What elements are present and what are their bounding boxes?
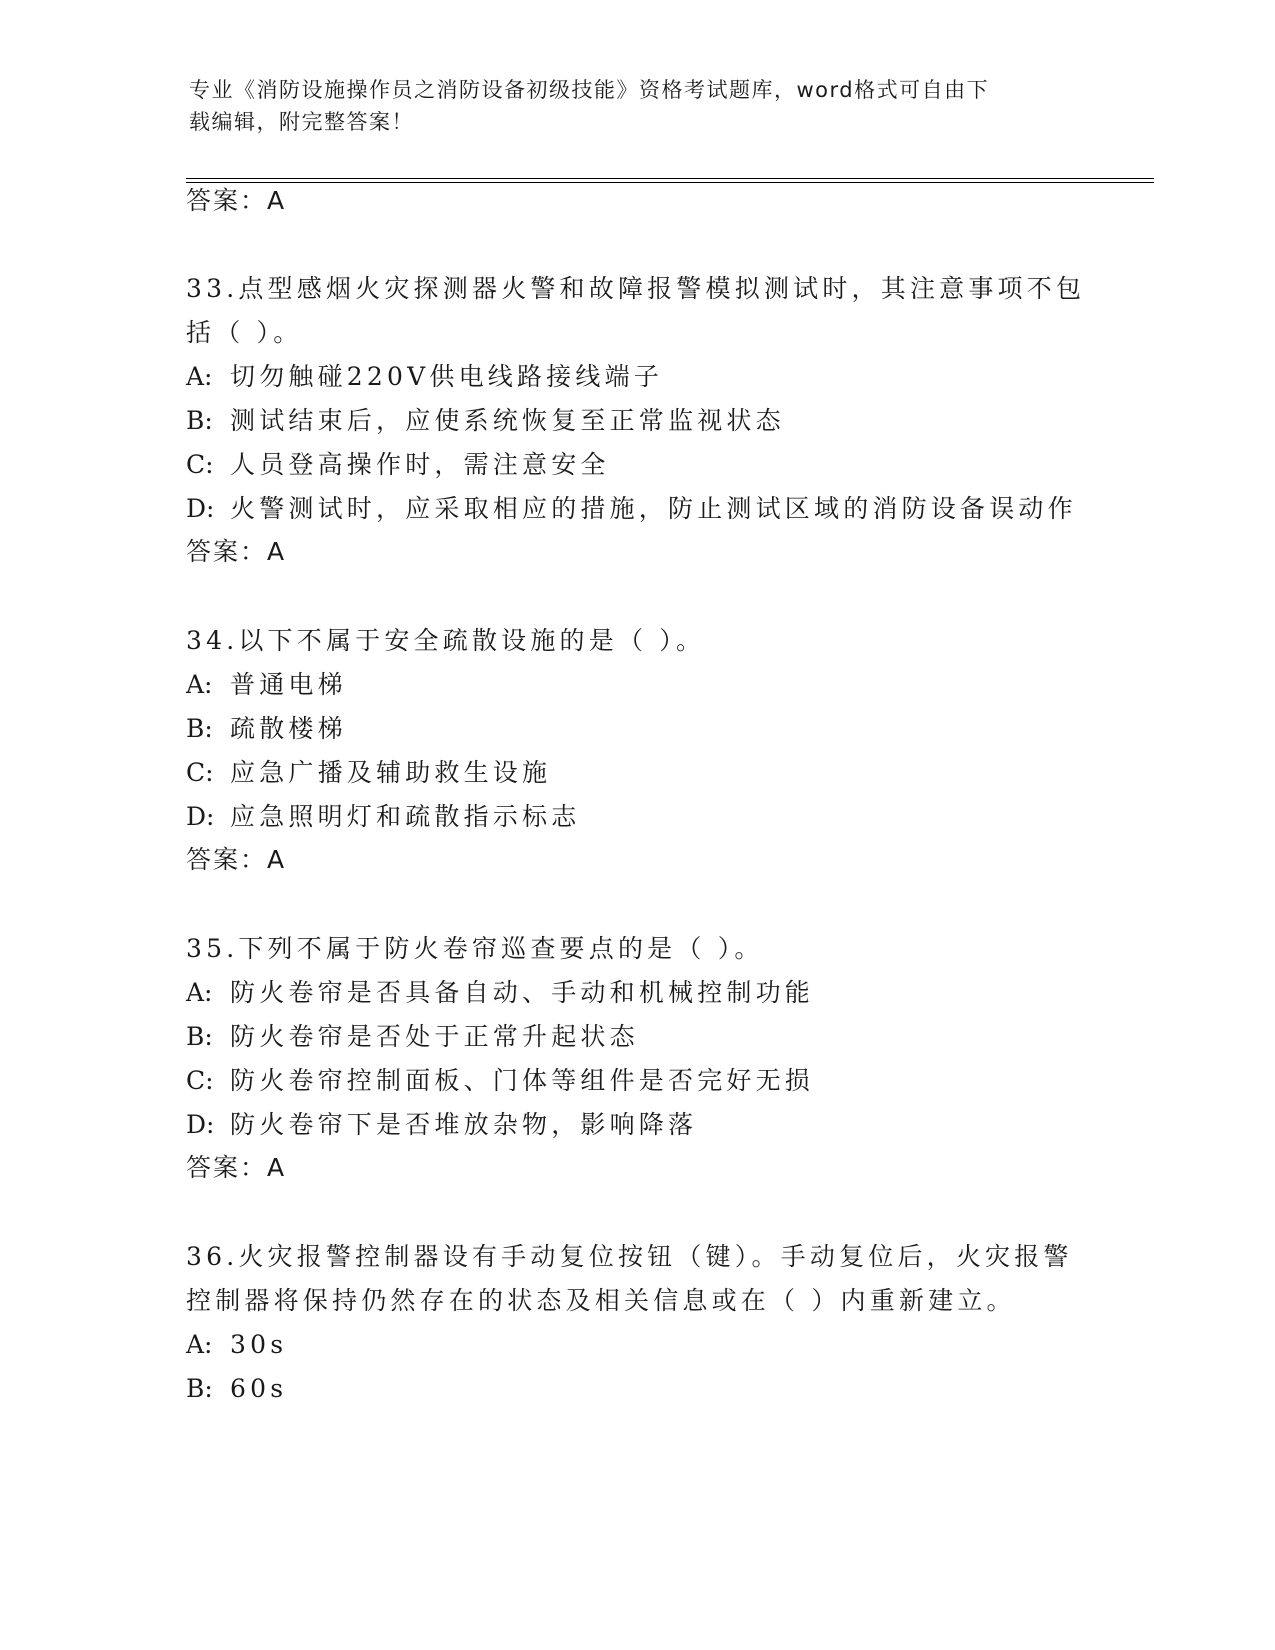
option-letter: C:: [186, 450, 214, 479]
option-letter: C:: [186, 1066, 214, 1095]
previous-answer: 答案：A: [186, 186, 287, 215]
header-divider-thick: [186, 182, 1154, 183]
question-33-option-d: [186, 492, 1077, 526]
question-34-option-b: [186, 712, 347, 746]
question-36-stem-line-2: 控制器将保持仍然存在的状态及相关信息或在（ ）内重新建立。: [186, 1286, 1016, 1315]
question-36-stem-line-1: 36.火灾报警控制器设有手动复位按钮（键）。手动复位后，火灾报警: [186, 1242, 1073, 1271]
option-text: 人员登高操作时，需注意安全: [230, 450, 610, 479]
option-letter: D:: [186, 802, 215, 831]
option-text: 防火卷帘是否具备自动、手动和机械控制功能: [230, 978, 815, 1007]
question-35-option-c: [186, 1064, 814, 1098]
option-letter: B:: [186, 1022, 213, 1051]
question-33-stem-line-2: 括（ ）。: [186, 318, 303, 347]
option-text: 防火卷帘是否处于正常升起状态: [230, 1022, 639, 1051]
document-header: [189, 74, 1089, 138]
question-36-option-a: [186, 1328, 287, 1362]
question-34-stem-line-1: 34.以下不属于安全疏散设施的是（ ）。: [186, 626, 706, 655]
option-letter: D:: [186, 494, 215, 523]
question-35-option-b: [186, 1020, 639, 1054]
option-text: 应急广播及辅助救生设施: [230, 758, 552, 787]
option-text: 30s: [230, 1330, 288, 1359]
option-text: 应急照明灯和疏散指示标志: [230, 802, 581, 831]
option-letter: C:: [186, 758, 214, 787]
question-33-option-a: [186, 360, 663, 394]
option-letter: B:: [186, 1374, 213, 1403]
option-letter: A:: [186, 362, 213, 391]
question-33-option-b: [186, 404, 785, 438]
option-text: 疏散楼梯: [230, 714, 347, 743]
option-text: 切勿触碰220V供电线路接线端子: [230, 362, 663, 391]
option-letter: B:: [186, 714, 213, 743]
header-line-1: 专业《消防设施操作员之消防设备初级技能》资格考试题库，word格式可自由下: [189, 78, 990, 102]
option-text: 火警测试时，应采取相应的措施，防止测试区域的消防设备误动作: [230, 494, 1077, 523]
question-34-option-a: [186, 668, 347, 702]
question-34-option-c: [186, 756, 551, 790]
question-35-stem-line-1: 35.下列不属于防火卷帘巡查要点的是（ ）。: [186, 934, 764, 963]
option-letter: A:: [186, 670, 213, 699]
question-33-option-c: [186, 448, 610, 482]
option-text: 防火卷帘下是否堆放杂物，影响降落: [230, 1110, 698, 1139]
question-34-option-d: [186, 800, 580, 834]
header-line-2: 载编辑，附完整答案！: [189, 110, 414, 134]
option-letter: B:: [186, 406, 213, 435]
option-text: 防火卷帘控制面板、门体等组件是否完好无损: [230, 1066, 815, 1095]
question-34-answer: 答案：A: [186, 845, 287, 874]
header-divider-thin: [186, 178, 1154, 179]
question-36-option-b: [186, 1372, 287, 1406]
option-letter: D:: [186, 1110, 215, 1139]
option-letter: A:: [186, 978, 213, 1007]
option-letter: A:: [186, 1330, 213, 1359]
option-text: 测试结束后，应使系统恢复至正常监视状态: [230, 406, 785, 435]
option-text: 普通电梯: [230, 670, 347, 699]
question-35-option-d: [186, 1108, 697, 1142]
question-35-answer: 答案：A: [186, 1153, 287, 1182]
question-33-stem-line-1: 33.点型感烟火灾探测器火警和故障报警模拟测试时，其注意事项不包: [186, 274, 1086, 303]
question-35-option-a: [186, 976, 814, 1010]
question-33-answer: 答案：A: [186, 537, 287, 566]
option-text: 60s: [230, 1374, 288, 1403]
